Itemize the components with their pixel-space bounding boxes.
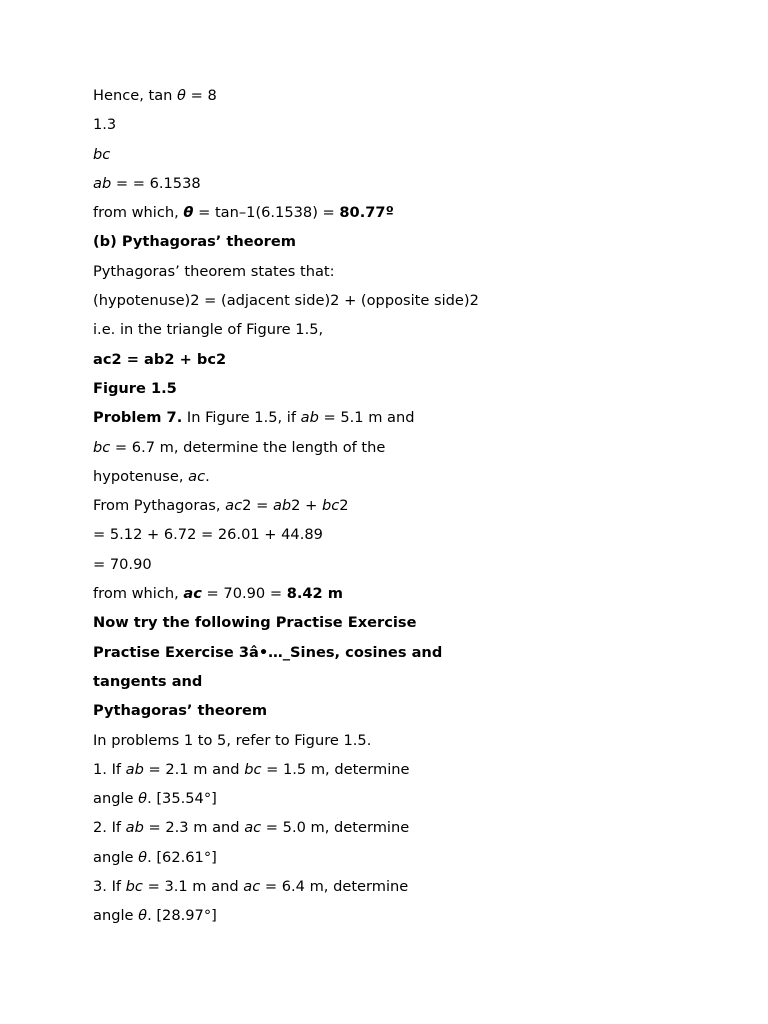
text-run: = tan–1(6.1538) = xyxy=(193,204,340,222)
text-run-italic: θ xyxy=(138,907,148,925)
text-line xyxy=(93,113,733,142)
exercise-answer xyxy=(93,787,733,816)
text-run-italic: ab xyxy=(93,174,112,192)
text-run-italic: ac xyxy=(243,878,261,896)
text-run: In Figure 1.5, if xyxy=(182,409,301,427)
text-run: = 3.1 m and xyxy=(142,878,244,896)
document-page xyxy=(93,84,733,934)
text-run-italic: ac xyxy=(188,467,206,485)
text-run: 2 xyxy=(339,497,349,515)
text-run: = 2.1 m and xyxy=(143,760,245,778)
text-run: 2. If xyxy=(93,819,126,837)
text-run: 2 = xyxy=(242,497,273,515)
text-run: = 70.90 = xyxy=(201,585,287,603)
text-run-italic: bc xyxy=(244,760,262,778)
text-line xyxy=(93,84,733,113)
text-run: = 5.12 + 6.72 = 26.01 + 44.89 xyxy=(93,526,323,544)
text-run-italic: bc xyxy=(125,878,143,896)
text-run-italic: ab xyxy=(125,819,144,837)
section-heading xyxy=(93,641,733,670)
text-run-bold-italic: ac xyxy=(183,585,202,603)
text-line xyxy=(93,729,733,758)
text-run: angle xyxy=(93,848,139,866)
text-run: = = 6.1538 xyxy=(111,174,201,192)
text-run: angle xyxy=(93,790,139,808)
text-run: from which, xyxy=(93,585,184,603)
text-run: 1. If xyxy=(93,760,126,778)
text-line xyxy=(93,494,733,523)
text-run: = 5.0 m, determine xyxy=(261,819,410,837)
text-run: . [35.54°] xyxy=(147,790,217,808)
caption-text: Figure 1.5 xyxy=(93,379,177,397)
text-run-italic: ab xyxy=(125,760,144,778)
heading-text: tangents and xyxy=(93,672,203,690)
text-line xyxy=(93,201,733,230)
problem-label: Problem 7. xyxy=(93,409,183,427)
text-run-italic: bc xyxy=(93,438,111,456)
formula-text: ac2 = ab2 + bc2 xyxy=(93,350,227,368)
text-line xyxy=(93,523,733,552)
text-run-bold: 80.77º xyxy=(339,204,394,222)
exercise-line xyxy=(93,758,733,787)
text-run: Pythagoras’ theorem states that: xyxy=(93,262,335,280)
text-run: . [62.61°] xyxy=(147,848,217,866)
text-run-italic: ac xyxy=(225,497,243,515)
text-run: From Pythagoras, xyxy=(93,497,226,515)
text-line xyxy=(93,289,733,318)
text-run: from which, xyxy=(93,204,184,222)
heading-text: Now try the following Practise Exercise xyxy=(93,614,417,632)
section-heading xyxy=(93,230,733,259)
text-line xyxy=(93,553,733,582)
text-run-italic: θ xyxy=(138,848,148,866)
text-run: In problems 1 to 5, refer to Figure 1.5. xyxy=(93,731,372,749)
heading-text: Pythagoras’ theorem xyxy=(93,702,268,720)
text-run: = 6.7 m, determine the length of the xyxy=(110,438,386,456)
text-line xyxy=(93,465,733,494)
text-line xyxy=(93,318,733,347)
formula-line xyxy=(93,348,733,377)
text-line xyxy=(93,172,733,201)
figure-caption xyxy=(93,377,733,406)
text-run: 2 + xyxy=(291,497,322,515)
text-run: i.e. in the triangle of Figure 1.5, xyxy=(93,321,324,339)
text-run: = 8 xyxy=(185,87,217,104)
text-run-italic: ac xyxy=(244,819,262,837)
text-run-italic: bc xyxy=(321,497,340,515)
text-line xyxy=(93,143,733,172)
heading-text: (b) Pythagoras’ theorem xyxy=(93,233,296,251)
text-run: 3. If xyxy=(93,878,126,896)
text-run: = 6.4 m, determine xyxy=(260,878,409,896)
section-heading xyxy=(93,699,733,728)
text-run-bold: 8.42 m xyxy=(286,585,343,603)
text-run: 1.3 xyxy=(93,116,117,134)
exercise-line xyxy=(93,816,733,845)
text-run-italic: ab xyxy=(272,497,292,515)
text-run-bold-italic: θ xyxy=(183,204,194,222)
text-run: = 70.90 xyxy=(93,555,152,573)
text-run-italic: bc xyxy=(93,145,111,163)
text-run: . xyxy=(205,467,210,485)
text-line xyxy=(93,260,733,289)
exercise-answer xyxy=(93,904,733,933)
text-run: angle xyxy=(93,907,139,925)
text-run: Hence, tan xyxy=(93,87,178,104)
heading-text: Practise Exercise 3â•…_Sines, cosines and xyxy=(93,643,443,661)
section-heading xyxy=(93,611,733,640)
exercise-line xyxy=(93,875,733,904)
text-run: . [28.97°] xyxy=(147,907,217,925)
text-run-italic: θ xyxy=(138,790,148,808)
exercise-answer xyxy=(93,846,733,875)
problem-line xyxy=(93,406,733,435)
text-line xyxy=(93,436,733,465)
text-run-italic: θ xyxy=(177,87,186,104)
text-run-italic: ab xyxy=(300,409,319,427)
text-run: hypotenuse, xyxy=(93,467,189,485)
text-run: (hypotenuse)2 = (adjacent side)2 + (opposite side)2 xyxy=(93,292,479,310)
text-run: = 5.1 m and xyxy=(318,409,415,427)
text-line xyxy=(93,582,733,611)
section-heading xyxy=(93,670,733,699)
text-run: = 1.5 m, determine xyxy=(261,760,410,778)
text-run: = 2.3 m and xyxy=(143,819,245,837)
